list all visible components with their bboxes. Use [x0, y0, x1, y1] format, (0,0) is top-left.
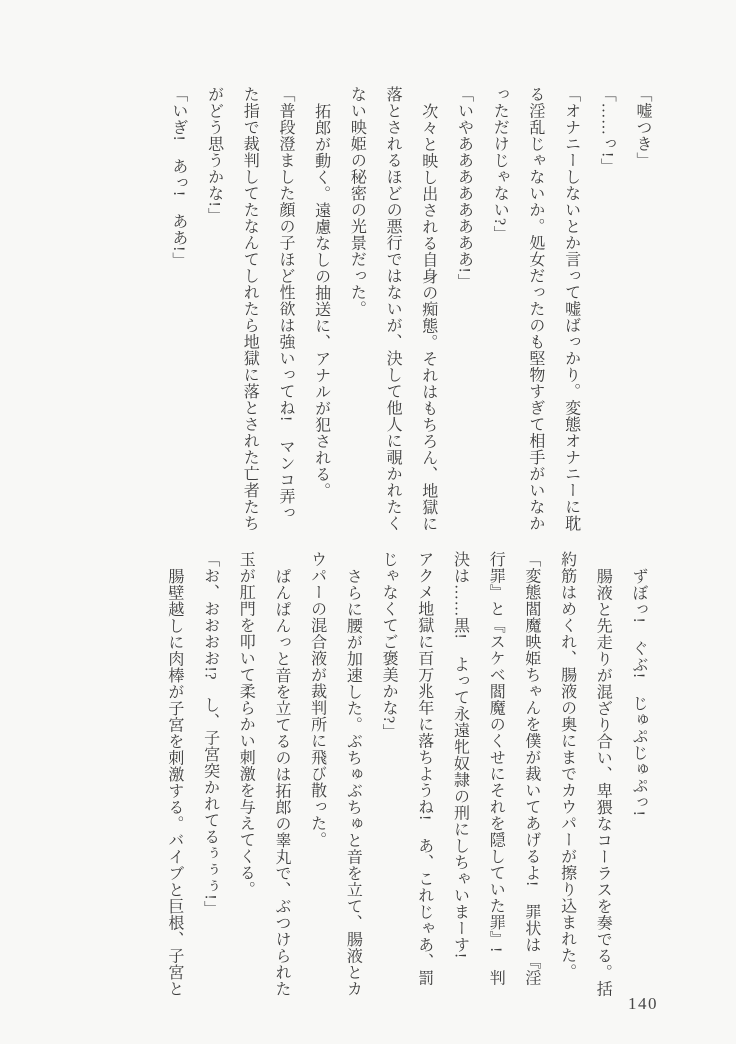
bottom-text-block: [156, 551, 656, 1001]
text-column: 「いぎ! あっ! ああ!」: [169, 86, 187, 269]
text-column: 拓郎が動く。遠慮なしの抽送に、アナルが犯される。: [312, 103, 330, 499]
text-column: 「お、おおおお!? し、子宮突かれてるぅぅぅ!」: [201, 551, 219, 917]
text-column: 「普段澄ました顔の子ほど性欲は強いってね! マンコ弄っ: [276, 86, 294, 521]
top-text-block: [160, 86, 660, 536]
text-column: っただけじゃない?」: [491, 86, 509, 243]
text-column: 決は……黒! よって永遠牝奴隷の刑にしちゃいまーす!: [451, 551, 469, 959]
text-column: 約筋はめくれ、腸液の奥にまでカウパーが擦り込まれた。: [558, 551, 576, 980]
text-column: じゃなくてご褒美かな?」: [380, 551, 398, 741]
text-column: 玉が肛門を叩いて柔らかい刺激を与えてくる。: [237, 551, 255, 898]
text-column: ずぼっ! ぐぶ! じゅぷじゅぷっ!: [630, 568, 647, 817]
text-column: る淫乱じゃないか。処女だったのも堅物すぎて相手がいなか: [526, 86, 544, 532]
text-column: 「変態閻魔映姫ちゃんを僕が裁いてあげるよ! 罪状は『淫: [522, 551, 540, 986]
text-column: た指で裁判してたなんてしれたら地獄に落とされた亡者たち: [241, 86, 259, 532]
text-column: 次々と映し出される自身の痴態。それはもちろん、地獄に: [419, 103, 437, 532]
text-column: 「いやああああああああ!」: [455, 86, 473, 290]
text-column: 腸液と先走りが混ざり合い、卑猥なコーラスを奏でる。括: [594, 568, 612, 997]
text-column: 腸壁越しに肉棒が子宮を刺激する。バイブと巨根、子宮と: [165, 568, 183, 997]
text-column: がどう思うかな!」: [205, 86, 223, 224]
page-number: 140: [628, 994, 658, 1013]
text-column: 「オナニーしないとか言って嘘ばっかり。変態オナニーに耽: [562, 86, 580, 532]
text-column: 「嘘つき」: [634, 86, 651, 169]
text-column: さらに腰が加速した。ぶちゅぶちゅと音を立て、腸液とカ: [344, 568, 362, 997]
text-column: ない映姫の秘密の光景だった。: [348, 86, 366, 317]
text-column: 行罪』と『スケベ閻魔のくせにそれを隠していた罪』! 判: [487, 551, 505, 986]
text-column: 「……っ!」: [598, 86, 616, 175]
text-column: ぱんぱんっと音を立てるのは拓郎の睾丸で、ぶつけられた: [272, 568, 290, 997]
text-column: 落とされるほどの悪行ではないが、決して他人に覗かれたく: [384, 86, 402, 532]
text-column: ウパーの混合液が裁判所に飛び散った。: [308, 551, 326, 848]
text-column: アクメ地獄に百万兆年に落ちようね! あ、これじゃあ、罰: [415, 551, 433, 986]
